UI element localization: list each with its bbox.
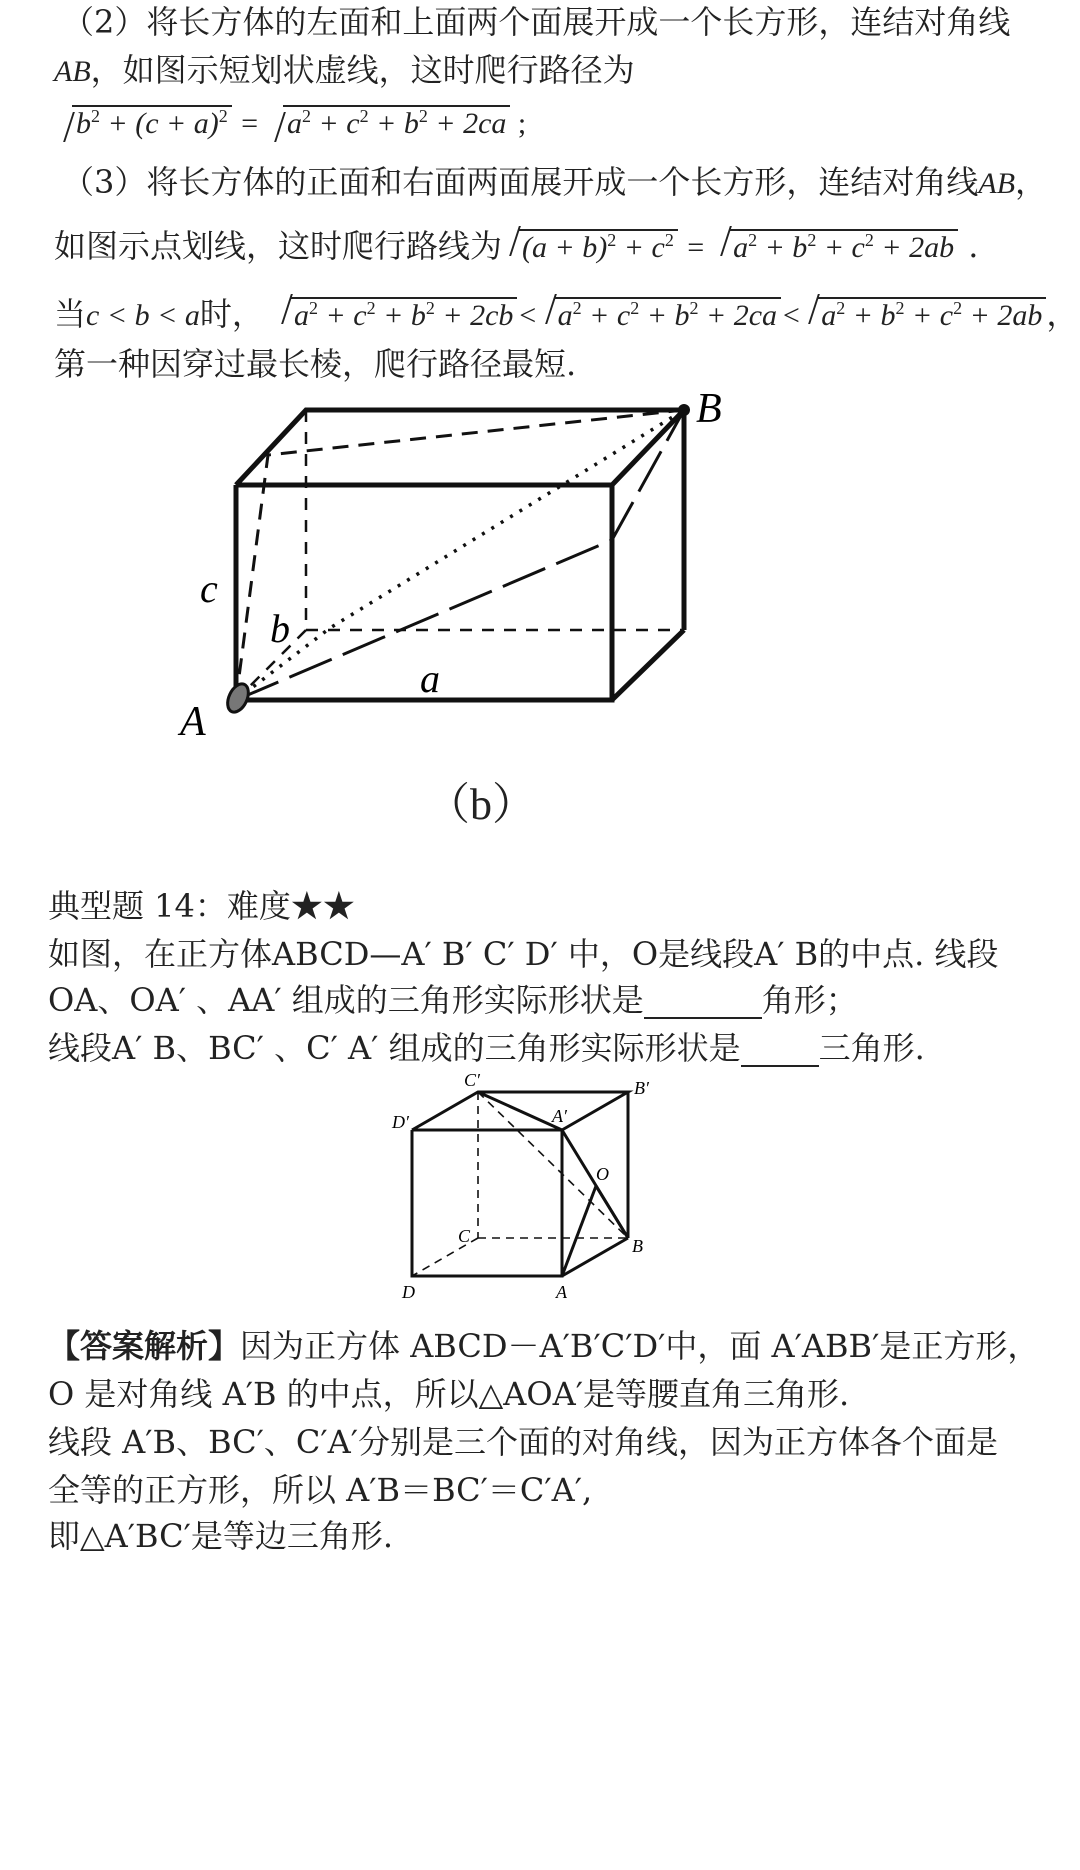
answer-head: 【答案解析】 xyxy=(48,1327,241,1365)
figure-b-caption: （b） xyxy=(426,780,536,829)
label-c: c xyxy=(200,566,218,611)
ab-label: AB xyxy=(54,55,91,88)
compare-start: 当 xyxy=(54,295,87,333)
compare-cond: c < b < a xyxy=(86,299,200,332)
answer-blank-1[interactable] xyxy=(644,987,762,1019)
lt-2: < xyxy=(781,299,802,332)
answer-blank-2[interactable] xyxy=(741,1035,819,1067)
p2-formula: $b^2 + (c + a)^2 = a^2 + c^2 + b^2 + 2ca$ ; xyxy=(56,106,526,141)
hidden-edges xyxy=(236,410,684,700)
cube-label-C: C xyxy=(458,1226,471,1246)
problem14-title: 典型题 14：难度★★ xyxy=(48,887,355,925)
label-A: A xyxy=(180,699,206,745)
compare-conclusion: 第一种因穿过最长棱，爬行路径最短. xyxy=(54,345,577,383)
answer-line2: O 是对角线 A′B 的中点，所以△AOA′是等腰直角三角形. xyxy=(48,1375,850,1413)
path-dotted xyxy=(236,410,684,700)
compare-comma: ， xyxy=(1046,295,1079,333)
p3-line2-end: . xyxy=(968,227,979,265)
cube-label-O: O xyxy=(596,1164,609,1184)
box-top-edges xyxy=(236,410,684,485)
cube-label-D1: D′ xyxy=(392,1112,409,1132)
answer-line3: 线段 A′B、BC′、C′A′分别是三个面的对角线，因为正方体各个面是 xyxy=(48,1423,999,1461)
box-right-bottom-edge xyxy=(612,630,684,700)
cube-label-C1: C′ xyxy=(464,1070,480,1090)
problem14-line3a: 线段A′ B、BC′ 、C′ A′ 组成的三角形实际形状是 xyxy=(48,1029,741,1067)
compare-shi: 时， xyxy=(199,295,264,333)
point-b xyxy=(678,404,690,416)
p3-line1 xyxy=(62,162,1047,204)
cube-label-A: A xyxy=(556,1282,567,1302)
label-B: B xyxy=(696,390,722,432)
problem14-line2a: OA、OA′ 、AA′ 组成的三角形实际形状是 xyxy=(48,981,644,1019)
answer-l1: 因为正方体 ABCD－A′B′C′D′中，面 A′ABB′是正方形， xyxy=(240,1327,1040,1365)
problem14-line1: 如图，在正方体ABCD—A′ B′ C′ D′ 中，O是线段A′ B的中点. 线段 xyxy=(48,935,999,973)
ab-label-2: AB xyxy=(978,167,1016,200)
problem14-line3b: 三角形. xyxy=(818,1029,925,1067)
problem14-line2b: 角形； xyxy=(761,981,858,1019)
answer-line5: 即△A′BC′是等边三角形. xyxy=(48,1517,394,1555)
label-b: b xyxy=(270,606,290,651)
p2-line2-text: ，如图示短划状虚线，这时爬行路径为 xyxy=(90,51,635,89)
cube-label-D: D xyxy=(402,1282,415,1302)
answer-line4: 全等的正方形，所以 A′B＝BC′＝C′A′, xyxy=(48,1471,593,1509)
problem14-line2 xyxy=(48,980,858,1020)
p2-line1: （2）将长方体的左面和上面两个面展开成一个长方形，连结对角线 xyxy=(62,3,1011,41)
p3-line2: 如图示点划线，这时爬行路线为 $(a + b)^2 + c^2 = a^2 + b^2 + c^2 + 2ab$ . xyxy=(54,220,978,268)
cube-label-B: B xyxy=(632,1236,643,1256)
point-a-ant xyxy=(224,681,253,716)
answer-line1 xyxy=(48,1326,1039,1366)
cube-right-bottom-edge xyxy=(562,1238,628,1276)
label-a: a xyxy=(420,656,440,701)
p3-line1-end: ， xyxy=(1015,163,1048,201)
cube-figure xyxy=(0,1070,1080,1310)
p2-line2 xyxy=(54,50,635,92)
cube-label-B1: B′ xyxy=(634,1078,649,1098)
lt-1: < xyxy=(517,299,538,332)
path-short-dash xyxy=(236,410,684,700)
compare-line: 当c < b < a时， $a^2 + c^2 + b^2 + 2cb < a^2 + c^2 + b^2 + 2ca < a^2 + b^2 + c^2 + 2ab$ ， xyxy=(54,288,1078,336)
path-long-dash xyxy=(236,410,684,700)
p3-line1-text: （3）将长方体的正面和右面两面展开成一个长方形，连结对角线 xyxy=(62,163,979,201)
p3-line2-text: 如图示点划线，这时爬行路线为 xyxy=(54,227,503,265)
cube-label-A1: A′ xyxy=(552,1106,567,1126)
box-figure xyxy=(0,390,1080,830)
problem14-line3 xyxy=(48,1028,925,1068)
